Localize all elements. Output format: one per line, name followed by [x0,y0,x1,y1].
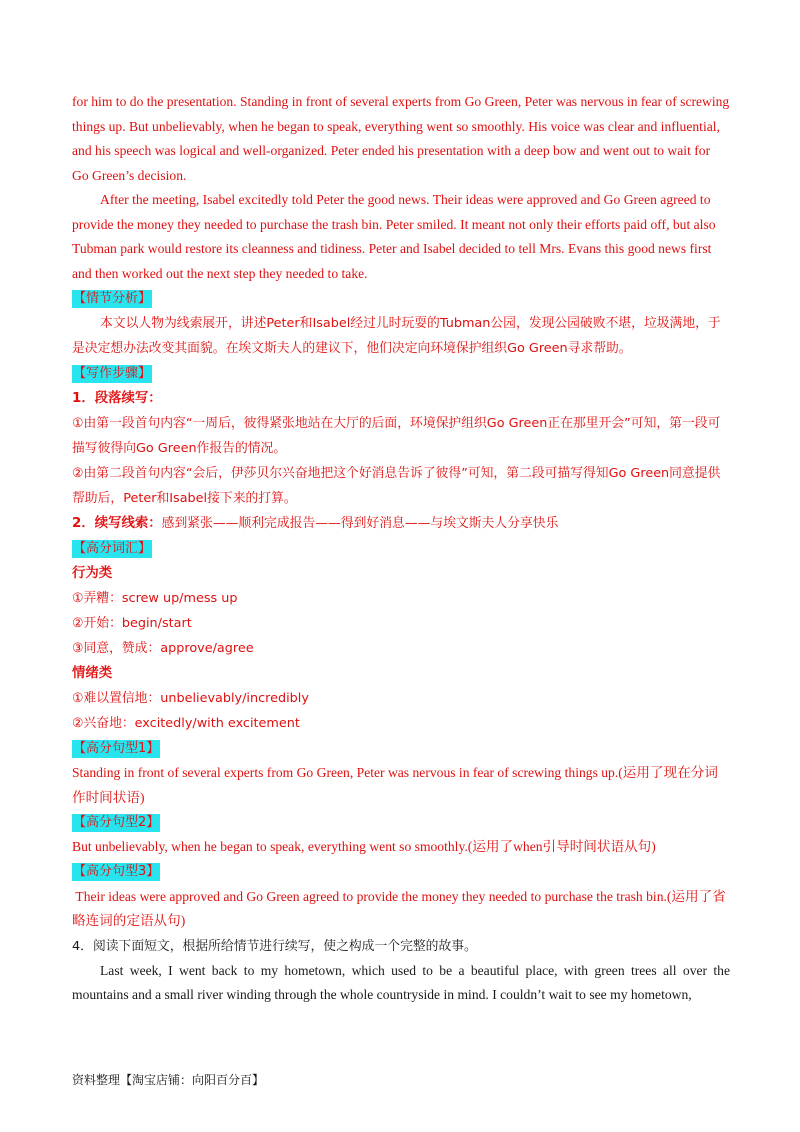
question-4-prompt: 4．阅读下面短文，根据所给情节进行续写，使之构成一个完整的故事。 [72,938,477,954]
vocab-item: ②兴奋地：excitedly/with excitement [72,716,300,731]
sentence-pattern-3-tag: 【高分句型3】 [73,864,160,879]
step1-item-1: ①由第一段首句内容“一周后，彼得紧张地站在大厅的后面，环境保护组织Go Green正在那里开会”可知，第一段可描写彼得向Go Green作报告的情况。 [72,416,721,456]
sentence-pattern-2-tag: 【高分句型2】 [73,814,160,830]
behavior-heading: 行为类 [72,566,113,581]
step2-line [72,511,730,536]
sentence-pattern-2: But unbelievably, when he began to speak, everything went so smoothly.(运用了when引导时间状语从句) [72,839,656,854]
story-paragraph-2: After the meeting, Isabel excitedly told Peter the good news. Their ideas were approved and Go Green agreed to provide the money they needed to purchase the trash bin. Peter smiled. It meant not only their efforts paid off, but also Tubman park would restore its cleanness and tidiness. Peter and Isabel decided to tell Mrs. Evans this good news first and then worked out the next step they needed to take. [72,192,716,281]
vocabulary-tag: 【高分词汇】 [73,540,152,556]
sentence-pattern-1: Standing in front of several experts from Go Green, Peter was nervous in fear of screwing things up.(运用了现在分词作时间状语) [72,765,718,805]
story-paragraph-1: for him to do the presentation. Standing in front of several experts from Go Green, Peter was nervous in fear of screwing things up. But unbelievably, when he began to speak, everything went so smoothly. His voice was clear and influential, and his speech was logical and well-organized. Peter ended his presentation with a deep bow and went out to wait for Go Green’s decision. [72,94,730,183]
plot-analysis-text: 本文以人物为线索展开，讲述Peter和Isabel经过儿时玩耍的Tubman公园，发现公园破败不堪，垃圾满地，于是决定想办法改变其面貌。在埃文斯夫人的建议下，他们决定向环境保护组织Go Green寻求帮助。 [72,316,721,356]
step2-label: 2．续写线索： [72,516,162,531]
vocab-item: ①弄糟：screw up/mess up [72,591,238,606]
question-4-passage: Last week, I went back to my hometown, which used to be a beautiful place, with green trees all over the mountains and a small river winding through the whole countryside in mind. I couldn’t wait to see my hometown, [72,962,730,1002]
emotion-heading: 情绪类 [72,666,113,681]
step1-heading: 1．段落续写： [72,391,162,406]
step2-text: 感到紧张——顺利完成报告——得到好消息——与埃文斯夫人分享快乐 [161,516,559,531]
step1-item-2: ②由第二段首句内容“会后，伊莎贝尔兴奋地把这个好消息告诉了彼得”可知，第二段可描写得知Go Green同意提供帮助后，Peter和Isabel接下来的打算。 [72,466,721,506]
vocab-item: ①难以置信地：unbelievably/incredibly [72,691,309,706]
plot-analysis-tag: 【情节分析】 [73,290,152,306]
writing-steps-tag: 【写作步骤】 [73,365,152,381]
vocab-item: ③同意，赞成：approve/agree [72,641,254,656]
document-body [72,90,730,1008]
page-footer: 资料整理【淘宝店铺：向阳百分百】 [72,1073,265,1087]
sentence-pattern-1-tag: 【高分句型1】 [73,740,160,756]
sentence-pattern-3: Their ideas were approved and Go Green agreed to provide the money they needed to purchase the trash bin.(运用了省略连词的定语从句) [72,888,726,928]
vocab-item: ②开始：begin/start [72,616,192,631]
